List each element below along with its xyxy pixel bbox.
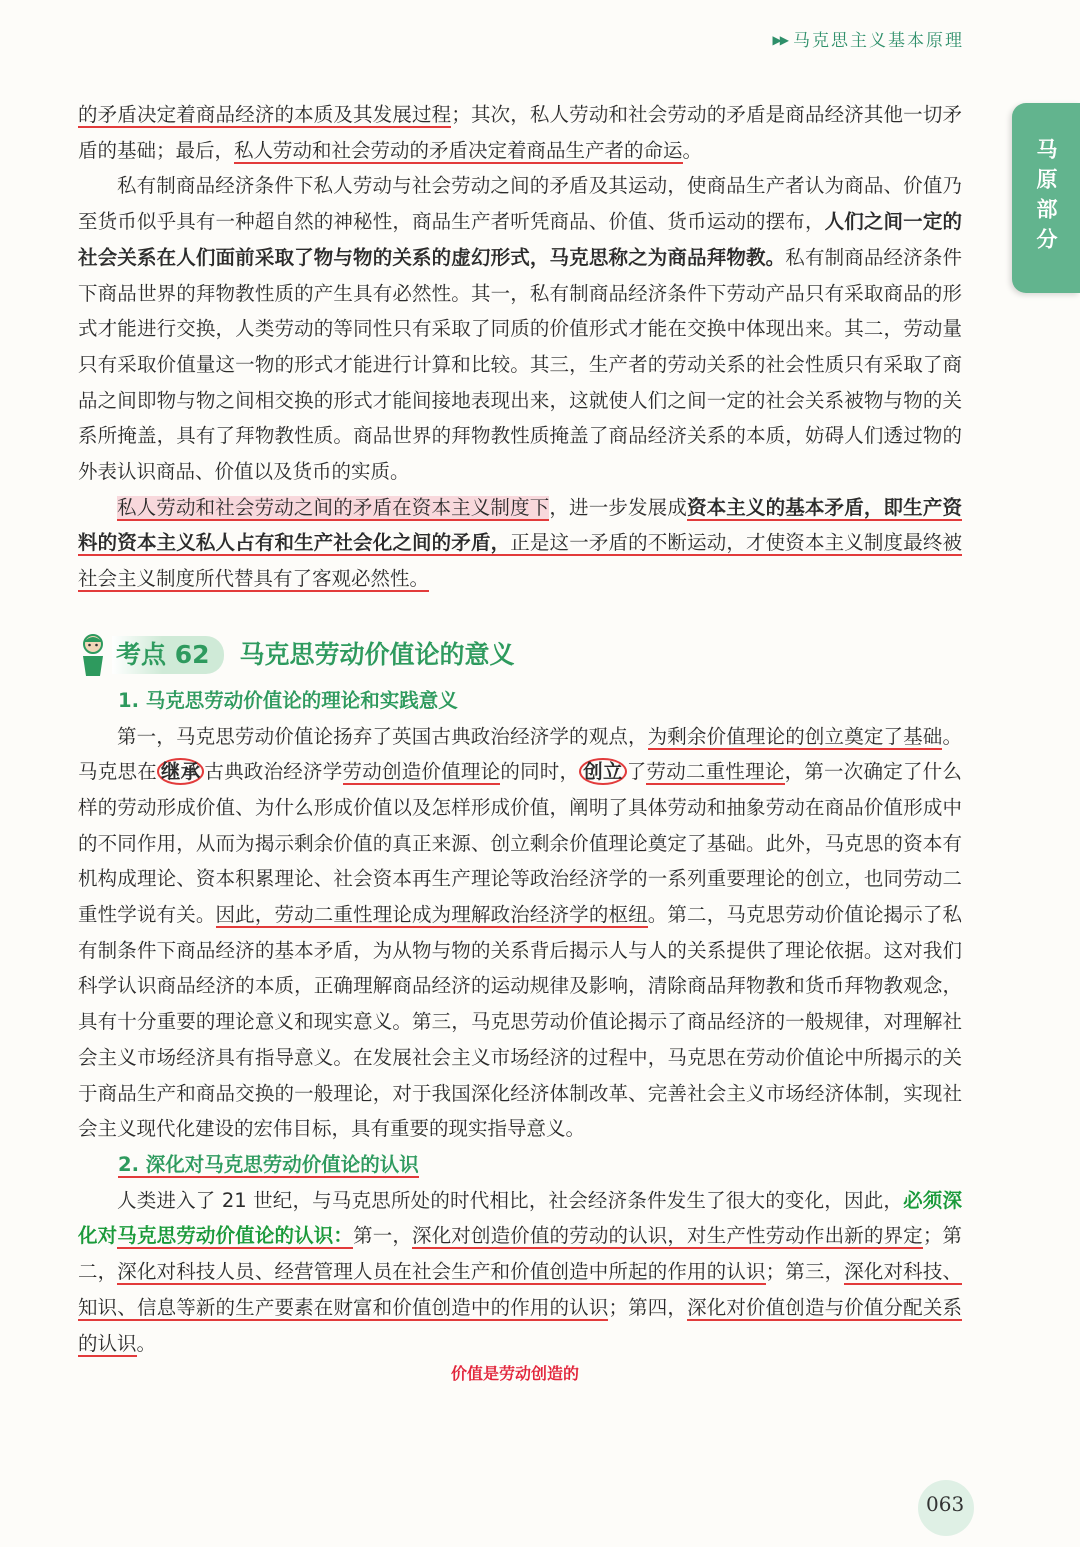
underlined-text: 深化对创造价值的劳动的认识，对生产性劳动作出新的界定 [412,1224,923,1248]
body-text: 。马克思在 [78,724,962,784]
body-text: 。 [136,1331,157,1355]
underlined-text: 深化对科技人员、经营管理人员在社会生产和价值创造中所起的作用的认识 [117,1260,766,1284]
header-title: 马克思主义基本原理 [793,31,964,51]
section-1-body [78,719,962,1147]
kaodian-title: 马克思劳动价值论的意义 [239,639,515,669]
running-header [773,26,964,51]
page-number-badge [918,1480,974,1536]
green-text: 必须深化对 [78,1188,962,1248]
paragraph-2 [78,168,962,489]
circled-text: 创立 [579,758,626,785]
body-text: ；第二， [78,1224,962,1284]
body-text: 第一， [353,1224,413,1248]
underlined-text: 劳动二重性理论 [646,760,785,784]
underlined-text: 劳动创造价值理论 [342,760,501,784]
mascot-icon [78,632,108,678]
section-side-tab [1012,103,1080,293]
kaodian-label: 考点 62 [112,636,224,674]
body-text: ；其次，私人劳动和社会劳动的矛盾是商品经济其他一切矛盾的基础；最后， [78,103,962,162]
section-1-heading: 1. 马克思劳动价值论的理论和实践意义 [118,688,458,712]
side-tab-label: 马原部分 [1034,138,1058,258]
body-text: 古典政治经济学 [204,760,343,784]
body-text: 第一，马克思劳动价值论扬弃了英国古典政治经济学的观点， [117,724,648,748]
body-text: 。第二，马克思劳动价值论揭示了私有制条件下商品经济的基本矛盾，为从物与物的关系背后揭示人与人的关系提供了理论依据。这对我们科学认识商品经济的本质，正确理解商品经济的运动规律及影响，清除商品拜物教和货币拜物教观念，具有十分重要的理论意义和现实意义。第三，马克思劳动价值论揭示了商品经济的一般规律，对理解社会主义市场经济具有指导意义。在发展社会主义市场经济的过程中，马克思在劳动价值论中所揭示的关于商品生产和商品交换的一般理论，对于我国深化经济体制改革、完善社会主义市场经济体制，实现社会主义现代化建设的宏伟目标，具有重要的现实指导意义。 [78,903,962,1141]
underlined-text: 私人劳动和社会劳动的矛盾决定着商品生产者的命运 [234,138,683,162]
section-2-heading [78,1147,962,1183]
green-underlined-text: 马克思劳动价值论的认识： [117,1224,354,1248]
page-content [78,97,962,1387]
paragraph-3 [78,490,962,597]
body-text: ，进一步发展成 [549,495,687,519]
bold-underlined-text: 资本主义的基本矛盾，即生产资料的资本主义私人占有和生产社会化之间的矛盾， [78,495,962,555]
body-text: 的同时， [500,760,580,784]
body-text: ，第一次确定了什么样的劳动形成价值、为什么形成价值以及怎样形成价值，阐明了具体劳动和抽象劳动在商品价值形成中的不同作用，从而为揭示剩余价值的真正来源、创立剩余价值理论奠定了基础。此外，马克思的资本有机构成理论、资本积累理论、社会资本再生产理论等政治经济学的一系列重要理论的创立，也同劳动二重性学说有关。 [78,760,962,927]
underlined-text: 正是这一矛盾的不断运动，才使资本主义制度最终被社会主义制度所代替具有了客观必然性。 [78,531,962,591]
bold-text: 人们之间一定的社会关系在人们面前采取了物与物的关系的虚幻形式，马克思称之为商品拜物教。 [78,210,962,269]
body-text: 人类进入了 21 世纪，与马克思所处的时代相比，社会经济条件发生了很大的变化，因此， [117,1188,904,1212]
underlined-text: 为剩余价值理论的创立奠定了基础 [647,724,943,748]
handwritten-annotation: 价值是劳动创造的 [450,1364,579,1384]
body-text: 私有制商品经济条件下商品世界的拜物教性质的产生具有必然性。其一，私有制商品经济条件下劳动产品只有采取商品的形式才能进行交换，人类劳动的等同性只有采取了同质的价值形式才能在交换中体现出来。其二，劳动量只有采取价值量这一物的形式才能进行计算和比较。其三，生产者的劳动关系的社会性质只有采取了商品之间即物与物之间相交换的形式才能间接地表现出来，这就使人们之间一定的社会关系被物与物的关系所掩盖，具有了拜物教性质。商品世界的拜物教性质掩盖了商品经济关系的本质，妨碍人们透过物的外表认识商品、价值以及货币的实质。 [78,245,962,484]
section-2-heading-text: 2. 深化对马克思劳动价值论的认识 [118,1152,419,1176]
body-text: ；第三， [765,1260,845,1284]
body-text: 私有制商品经济条件下私人劳动与社会劳动之间的矛盾及其运动，使商品生产者认为商品、价值乃至货币似乎具有一种超自然的神秘性，商品生产者听凭商品、价值、货币运动的摆布， [78,174,962,234]
underlined-text: 的矛盾决定着商品经济的本质及其发展过程 [78,103,452,126]
underlined-text: 深化对价值创造与价值分配关系的认识 [78,1295,962,1355]
highlighted-text: 私人劳动和社会劳动之间的矛盾在资本主义制度下 [117,495,550,519]
section-2-body [78,1183,962,1362]
circled-text: 继承 [157,758,204,785]
paragraph-1 [78,97,962,168]
underlined-text: 深化对科技、知识、信息等新的生产要素在财富和价值创造中的作用的认识 [78,1260,962,1319]
underlined-text: 因此，劳动二重性理论成为理解政治经济学的枢纽 [215,903,648,927]
body-text: 了 [626,760,647,784]
body-text: ；第四， [608,1295,688,1319]
kaodian-heading [78,631,962,679]
double-arrow-icon: ▶▶ [772,33,787,47]
page-number: 063 [926,1492,965,1516]
body-text: 。 [682,138,703,162]
